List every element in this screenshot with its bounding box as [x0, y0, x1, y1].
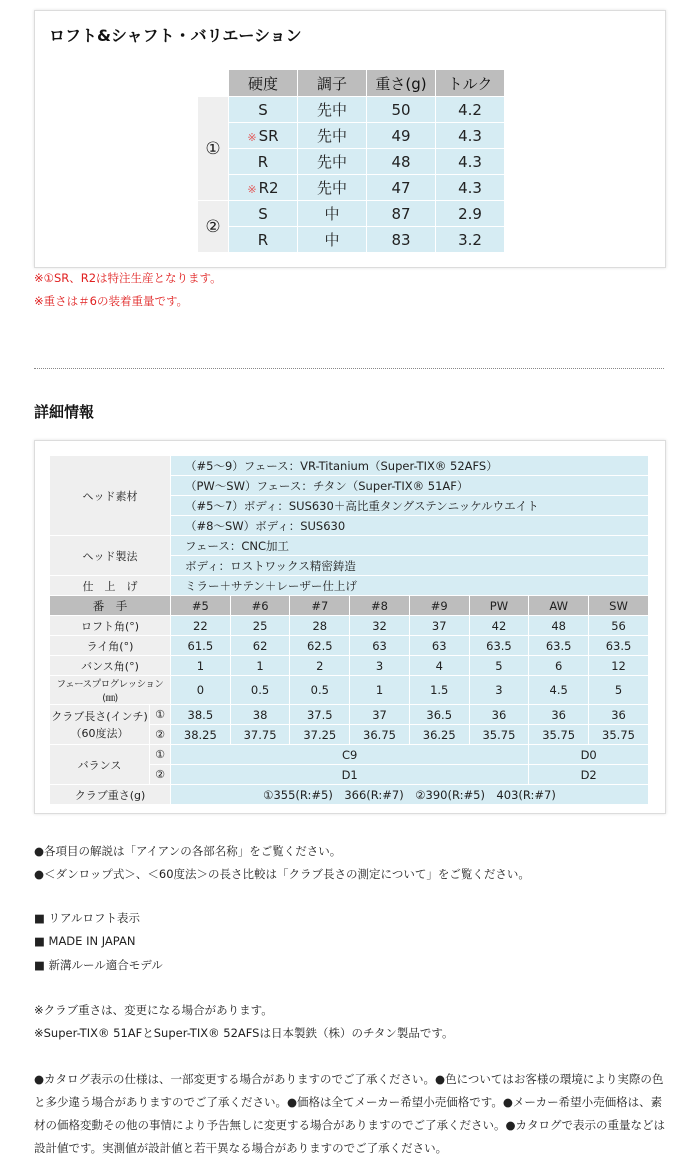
club-length-label-2: （60度法）: [70, 726, 129, 740]
lie-angle-cell: 62.5: [290, 636, 350, 656]
head-material-row-1: [50, 456, 649, 476]
shaft-flex-cell: 先中: [298, 123, 367, 149]
loft-angle-cell: 22: [171, 616, 231, 636]
shaft-row: [198, 97, 505, 123]
shaft-hardness-cell: [229, 175, 298, 201]
progression-cell: 1.5: [409, 676, 469, 705]
club-number-cell: AW: [529, 596, 589, 616]
loft-angle-cell: 37: [409, 616, 469, 636]
club-number-cell: #5: [171, 596, 231, 616]
shaft-weight-cell: 83: [367, 227, 436, 253]
remark-weight: ※クラブ重さは、変更になる場合があります。: [34, 1003, 273, 1017]
header-hardness: 硬度: [229, 70, 298, 97]
shaft-torque-cell: 3.2: [436, 227, 505, 253]
loft-header-row: [198, 70, 505, 97]
note-special-order: ※①SR、R2は特注生産となります。: [34, 271, 222, 285]
loft-shaft-card: [34, 10, 666, 268]
note-weight: ※重さは＃6の装着重量です。: [34, 294, 189, 308]
shaft-weight-cell: 50: [367, 97, 436, 123]
length-2-cell: 38.25: [171, 725, 231, 745]
shaft-flex-cell: 先中: [298, 149, 367, 175]
header-blank: [198, 70, 229, 97]
club-number-cell: #7: [290, 596, 350, 616]
length-1-cell: 36.5: [409, 705, 469, 725]
length-2-cell: 35.75: [589, 725, 649, 745]
lie-angle-cell: 62: [230, 636, 290, 656]
lie-angle-cell: 61.5: [171, 636, 231, 656]
balance-row-1: [50, 745, 649, 765]
bounce-angle-cell: 5: [469, 656, 529, 676]
shaft-hardness-cell: R: [229, 227, 298, 253]
length-1-cell: 36: [589, 705, 649, 725]
shaft-row: [198, 227, 505, 253]
bounce-angle-cell: 1: [230, 656, 290, 676]
bounce-angle-cell: 3: [350, 656, 410, 676]
shaft-torque-cell: 2.9: [436, 201, 505, 227]
shaft-hardness-value: R2: [258, 178, 279, 197]
bounce-angle-cell: 6: [529, 656, 589, 676]
length-2-cell: 36.75: [350, 725, 410, 745]
length-2-cell: 35.75: [529, 725, 589, 745]
length-1-number: ①: [150, 705, 171, 725]
club-number-cell: SW: [589, 596, 649, 616]
feature-made-in-japan: ■ MADE IN JAPAN: [34, 934, 136, 948]
length-2-cell: 37.75: [230, 725, 290, 745]
balance-2-wedge: D2: [529, 765, 649, 785]
progression-cell: 3: [469, 676, 529, 705]
shaft-group-label: ②: [198, 201, 229, 253]
shaft-hardness-cell: [229, 123, 298, 149]
detail-title: 詳細情報: [34, 403, 95, 421]
bounce-angle-cell: 2: [290, 656, 350, 676]
shaft-flex-cell: 中: [298, 227, 367, 253]
feature-real-loft: ■ リアルロフト表示: [34, 911, 141, 925]
length-1-cell: 37.5: [290, 705, 350, 725]
lie-angle-cell: 63.5: [589, 636, 649, 656]
shaft-row: [198, 201, 505, 227]
head-material-line: （PW〜SW）フェース：チタン（Super-TIX® 51AF）: [171, 476, 649, 496]
club-number-cell: #9: [409, 596, 469, 616]
shaft-hardness-cell: R: [229, 149, 298, 175]
head-method-line: ボディ：ロストワックス精密鋳造: [171, 556, 649, 576]
ref-parts-note: ●各項目の解説は「アイアンの各部名称」をご覧ください。: [34, 844, 342, 858]
header-flex: 調子: [298, 70, 367, 97]
shaft-torque-cell: 4.3: [436, 149, 505, 175]
shaft-row: [198, 175, 505, 201]
shaft-hardness-cell: S: [229, 97, 298, 123]
length-1-cell: 36: [469, 705, 529, 725]
progression-cell: 5: [589, 676, 649, 705]
bounce-angle-row: [50, 656, 649, 676]
shaft-weight-cell: 87: [367, 201, 436, 227]
remark-titanium: ※Super-TIX® 51AFとSuper-TIX® 52AFSは日本製鉄（株）のチタン製品です。: [34, 1026, 454, 1040]
finish-value: ミラー＋サテン＋レーザー仕上げ: [171, 576, 649, 596]
lie-angle-cell: 63: [409, 636, 469, 656]
lie-angle-row: [50, 636, 649, 656]
special-order-mark: ※: [247, 130, 257, 144]
club-number-cell: #8: [350, 596, 410, 616]
shaft-row: [198, 149, 505, 175]
detail-card: [34, 440, 666, 814]
balance-1-main: C9: [171, 745, 529, 765]
shaft-weight-cell: 48: [367, 149, 436, 175]
shaft-torque-cell: 4.3: [436, 123, 505, 149]
length-1-cell: 38: [230, 705, 290, 725]
number-row: [50, 596, 649, 616]
length-1-cell: 38.5: [171, 705, 231, 725]
shaft-weight-cell: 47: [367, 175, 436, 201]
loft-shaft-title: ロフト&シャフト・バリエーション: [49, 26, 302, 45]
loft-angle-cell: 28: [290, 616, 350, 636]
header-torque: トルク: [436, 70, 505, 97]
progression-label: フェースプログレッション(㎜): [50, 676, 171, 705]
club-length-label: [50, 705, 150, 745]
progression-row: [50, 676, 649, 705]
head-method-line: フェース：CNC加工: [171, 536, 649, 556]
shaft-weight-cell: 49: [367, 123, 436, 149]
progression-cell: 4.5: [529, 676, 589, 705]
loft-angle-cell: 48: [529, 616, 589, 636]
feature-groove-rule: ■ 新溝ルール適合モデル: [34, 958, 163, 972]
club-weight-value: ①355(R:#5) 366(R:#7) ②390(R:#5) 403(R:#7): [171, 785, 649, 805]
progression-cell: 0.5: [290, 676, 350, 705]
catalog-disclaimer: ●カタログ表示の仕様は、一部変更する場合がありますのでご了承ください。●色についてはお客様の環境により実際の色と多少違う場合がありますのでご了承ください。●価格は全てメーカー希望小売価格です。●メーカー希望小売価格は、素材の価格変動その他の事情により予告無しに変更する場合がありますのでご了承ください。●カタログで表示の重量などは設計値です。実測値が設計値と若干異なる場合がありますのでご了承ください。: [34, 1072, 666, 1155]
header-weight: 重さ(g): [367, 70, 436, 97]
head-material-line: （#5〜7）ボディ：SUS630＋高比重タングステンニッケルウエイト: [171, 496, 649, 516]
ref-length-note: ●＜ダンロップ式＞、＜60度法＞の長さ比較は「クラブ長さの測定について」をご覧ください。: [34, 867, 530, 881]
shaft-row: [198, 123, 505, 149]
club-number-cell: PW: [469, 596, 529, 616]
bounce-angle-cell: 4: [409, 656, 469, 676]
progression-cell: 0: [171, 676, 231, 705]
balance-1-wedge: D0: [529, 745, 649, 765]
length-2-cell: 37.25: [290, 725, 350, 745]
balance-2-main: D1: [171, 765, 529, 785]
balance-1-number: ①: [150, 745, 171, 765]
bounce-angle-cell: 12: [589, 656, 649, 676]
balance-2-number: ②: [150, 765, 171, 785]
shaft-torque-cell: 4.3: [436, 175, 505, 201]
length-2-cell: 35.75: [469, 725, 529, 745]
lie-angle-label: ライ角(°): [50, 636, 171, 656]
head-method-label: ヘッド製法: [50, 536, 171, 576]
balance-label: バランス: [50, 745, 150, 785]
shaft-flex-cell: 中: [298, 201, 367, 227]
number-label: 番 手: [50, 596, 171, 616]
loft-angle-cell: 25: [230, 616, 290, 636]
shaft-flex-cell: 先中: [298, 97, 367, 123]
loft-shaft-table: [197, 69, 505, 253]
spec-table: [49, 455, 649, 805]
lie-angle-cell: 63.5: [469, 636, 529, 656]
club-weight-row: [50, 785, 649, 805]
section-divider: [34, 368, 664, 369]
lie-angle-cell: 63.5: [529, 636, 589, 656]
length-2-number: ②: [150, 725, 171, 745]
head-material-line: （#8〜SW）ボディ：SUS630: [171, 516, 649, 536]
progression-cell: 0.5: [230, 676, 290, 705]
shaft-hardness-value: SR: [258, 126, 279, 145]
club-length-row-1: [50, 705, 649, 725]
head-material-label: ヘッド素材: [50, 456, 171, 536]
special-order-mark: ※: [247, 182, 257, 196]
lie-angle-cell: 63: [350, 636, 410, 656]
length-1-cell: 37: [350, 705, 410, 725]
finish-row: [50, 576, 649, 596]
finish-label: 仕 上 げ: [50, 576, 171, 596]
loft-angle-label: ロフト角(°): [50, 616, 171, 636]
club-weight-label: クラブ重さ(g): [50, 785, 171, 805]
length-1-cell: 36: [529, 705, 589, 725]
bounce-angle-cell: 1: [171, 656, 231, 676]
loft-angle-cell: 56: [589, 616, 649, 636]
length-2-cell: 36.25: [409, 725, 469, 745]
loft-angle-row: [50, 616, 649, 636]
shaft-flex-cell: 先中: [298, 175, 367, 201]
shaft-torque-cell: 4.2: [436, 97, 505, 123]
club-length-label-1: クラブ長さ(インチ): [51, 709, 148, 723]
loft-angle-cell: 32: [350, 616, 410, 636]
loft-angle-cell: 42: [469, 616, 529, 636]
shaft-hardness-cell: S: [229, 201, 298, 227]
head-material-line: （#5〜9）フェース：VR-Titanium（Super-TIX® 52AFS）: [171, 456, 649, 476]
club-number-cell: #6: [230, 596, 290, 616]
head-method-row-1: [50, 536, 649, 556]
shaft-group-label: ①: [198, 97, 229, 201]
progression-cell: 1: [350, 676, 410, 705]
bounce-angle-label: バンス角(°): [50, 656, 171, 676]
